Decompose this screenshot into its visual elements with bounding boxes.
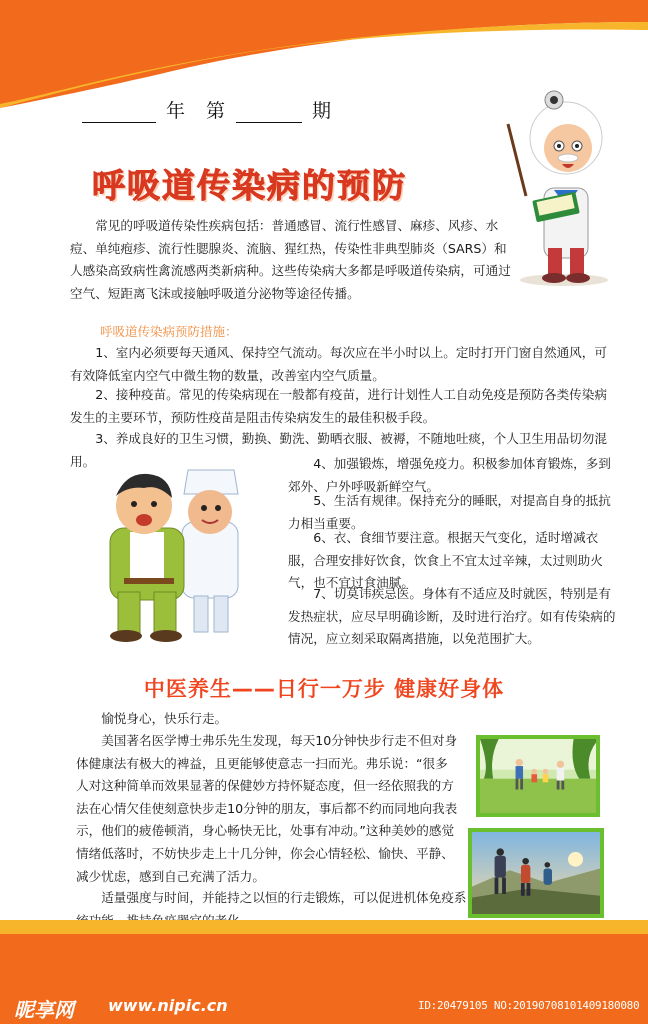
walking-paragraph-2: 美国著名医学博士弗乐先生发现，每天10分钟快步行走不但对身体健康法有极大的裨益，且更能够使意志一扫而光。弗乐说：“很多人对这种简单而效果显著的保健妙方持怀疑态度，但一经依照我的方法在心情欠佳使刻意快步走10分钟的朋友，事后都不约而同地向我表示，他们的疲倦顿消，身心畅快无比，处事有冲动。”这种美妙的感觉情绪低落时，不妨快步走上十几分钟，你会心情轻松、愉快、平静、减少忧虑，感到自己充满了活力。: [76, 733, 458, 884]
walking-paragraph-1: 愉悦身心，快乐行走。: [101, 711, 228, 726]
intro-paragraph: 常见的呼吸道传染性疾病包括：普通感冒、流行性感冒、麻疹、风疹、水痘、单纯疱疹、流行性腮腺炎、流脑、猩红热，传染性非典型肺炎（SARS）和人感染高致病性禽流感两类新病种。这些传染病大多都是呼吸道传染病，可通过空气、短距离飞沫或接触呼吸道分泌物等途径传播。: [70, 218, 511, 301]
measures-heading: 呼吸道传染病预防措施：: [100, 324, 238, 339]
patient-doctor-cartoon-illustration: [96, 466, 254, 644]
issue-prefix: 第: [206, 100, 227, 122]
measure-item-1: 1、室内必须要每天通风、保持空气流动。每次应在半小时以上。定时打开门窗自然通风，可有效降低室内空气中微生物的数量，改善室内空气质量。: [70, 345, 607, 383]
watermark-url: www.nipic.cn: [108, 996, 228, 1015]
doctor-cartoon-illustration: [496, 78, 632, 288]
measure-item-7: 7、切莫讳疾忌医。身体有不适应及时就医，特别是有发热症状，应尽早明确诊断，及时进行治疗。如有传染病的情况，应立刻采取隔离措施，以免范围扩大。: [288, 586, 616, 647]
issue-blank: [236, 105, 302, 123]
measure-item-6: 6、衣、食细节要注意。根据天气变化，适时增减衣服，合理安排好饮食，饮食上不宜太过辛辣，太过则助火气，也不宜过食油腻。: [288, 530, 603, 591]
year-blank: [82, 105, 156, 123]
watermark-logo: 昵享网: [14, 998, 74, 1022]
measure-item-4: 4、加强锻炼，增强免疫力。积极参加体育锻炼，多到郊外、户外呼吸新鲜空气。: [288, 456, 611, 494]
hikers-photo: [468, 828, 604, 918]
issue-suffix: 期: [312, 100, 333, 122]
issue-line: [82, 96, 342, 123]
measure-item-2: 2、接种疫苗。常见的传染病现在一般都有疫苗，进行计划性人工自动免疫是预防各类传染病发生的主要环节，预防性疫苗是阻击传染病发生的最佳积极手段。: [70, 387, 607, 425]
main-title: 呼吸道传染病的预防: [92, 166, 407, 205]
section-title-walking: 中医养生——日行一万步 健康好身体: [143, 677, 505, 701]
family-walking-photo: [476, 735, 600, 817]
measure-item-3: 3、养成良好的卫生习惯，勤换、勤洗、勤晒衣服、被褥，不随地吐痰，个人卫生用品切勿混用。: [70, 431, 607, 469]
year-label: 年: [166, 100, 187, 122]
measure-item-5: 5、生活有规律。保持充分的睡眠，对提高自身的抵抗力相当重要。: [288, 493, 611, 531]
walking-paragraph-3: 适量强度与时间，并能持之以恒的行走锻炼，可以促进机体免疫系: [101, 890, 467, 905]
watermark-id: ID:20479105 NO:20190708101409180080: [418, 999, 640, 1012]
